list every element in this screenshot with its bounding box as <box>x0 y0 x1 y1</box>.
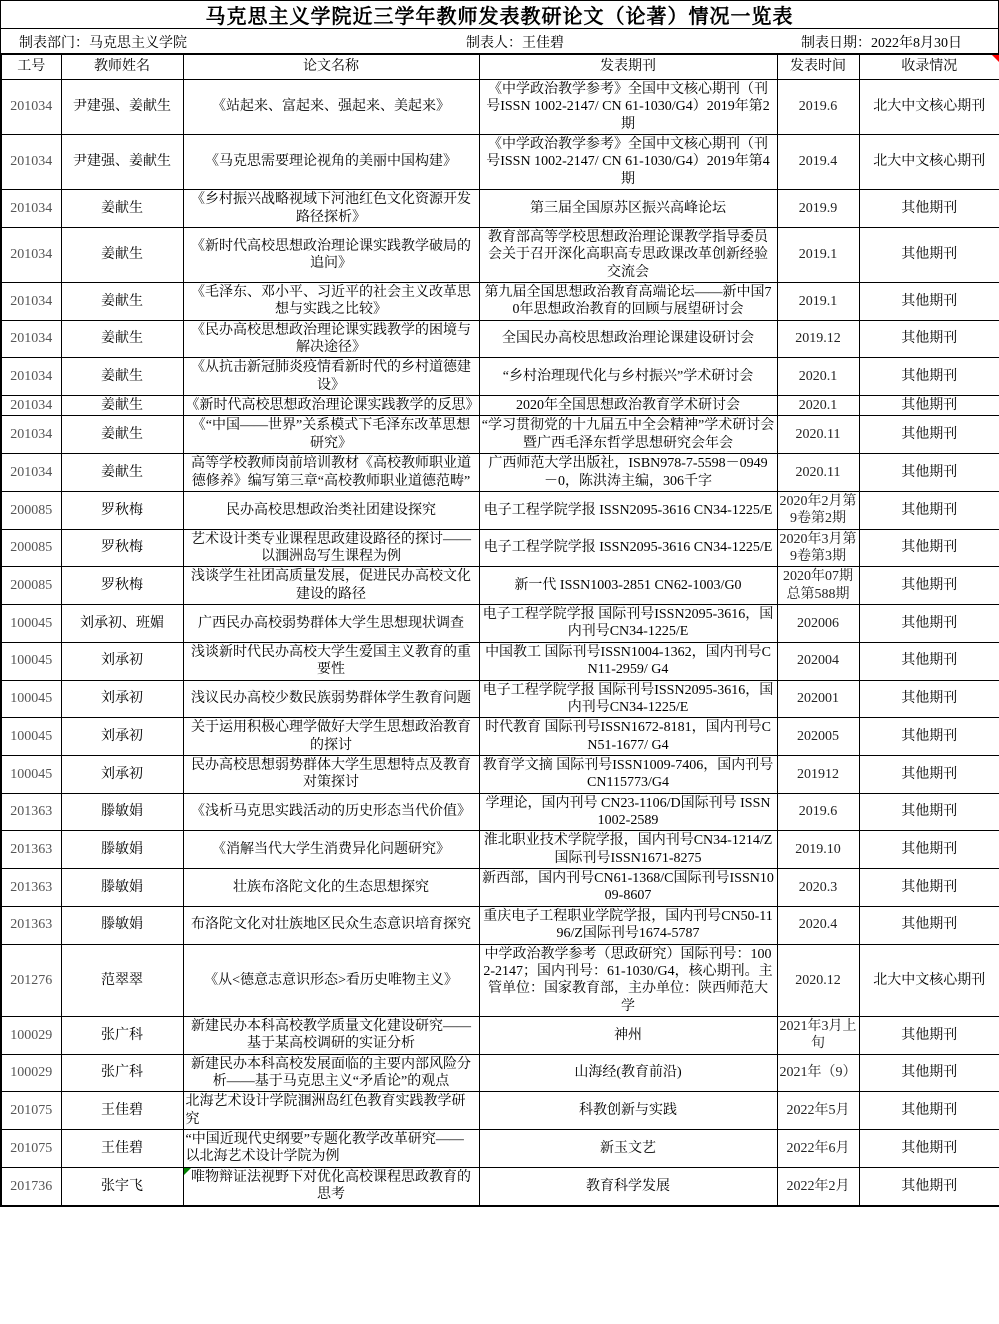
publish-date-cell: 2020年3月第9卷第3期 <box>777 529 859 567</box>
employee-id-cell: 201363 <box>1 793 61 831</box>
teacher-name-cell: 尹建强、姜献生 <box>61 135 183 190</box>
teacher-name-cell: 姜献生 <box>61 320 183 358</box>
index-status-cell: 其他期刊 <box>859 529 999 567</box>
table-row <box>1 831 999 869</box>
index-status-cell: 其他期刊 <box>859 282 999 320</box>
employee-id-cell: 100045 <box>1 642 61 680</box>
publish-date-cell: 2019.12 <box>777 320 859 358</box>
teacher-name-cell: 罗秋梅 <box>61 529 183 567</box>
paper-title-cell: 高等学校教师岗前培训教材《高校教师职业道德修养》编写第三章“高校教师职业道德范畴” <box>183 454 479 492</box>
employee-id-cell: 201034 <box>1 320 61 358</box>
col-header-index-status <box>859 54 999 80</box>
journal-cell: 教育学文摘 国际刊号ISSN1009-7406，国内刊号CN115773/G4 <box>479 755 777 793</box>
publish-date-cell: 2019.10 <box>777 831 859 869</box>
index-status-cell: 其他期刊 <box>859 718 999 756</box>
paper-title-cell: 《浅析马克思实践活动的历史形态当代价值》 <box>183 793 479 831</box>
employee-id-cell: 201034 <box>1 396 61 416</box>
employee-id-cell: 200085 <box>1 567 61 605</box>
table-row <box>1 680 999 718</box>
journal-cell: 新西部，国内刊号CN61-1368/C国际刊号ISSN1009-8607 <box>479 869 777 907</box>
teacher-name-cell: 姜献生 <box>61 454 183 492</box>
employee-id-cell: 100045 <box>1 755 61 793</box>
journal-cell: 电子工程学院学报 ISSN2095-3616 CN34-1225/E <box>479 491 777 529</box>
paper-title-cell: 《“中国——世界”关系模式下毛泽东改革思想研究》 <box>183 416 479 454</box>
teacher-name-cell: 姜献生 <box>61 416 183 454</box>
index-status-cell: 其他期刊 <box>859 454 999 492</box>
employee-id-cell: 201034 <box>1 227 61 282</box>
employee-id-cell: 201363 <box>1 906 61 944</box>
table-row <box>1 1130 999 1168</box>
table-row <box>1 906 999 944</box>
table-header-row <box>1 54 999 80</box>
publish-date-cell: 2022年5月 <box>777 1092 859 1130</box>
employee-id-cell: 201034 <box>1 282 61 320</box>
index-status-cell: 其他期刊 <box>859 1167 999 1205</box>
paper-title-cell: 《民办高校思想政治理论课实践教学的困境与解决途径》 <box>183 320 479 358</box>
publish-date-cell: 2020年07期总第588期 <box>777 567 859 605</box>
teacher-name-cell: 尹建强、姜献生 <box>61 80 183 135</box>
teacher-name-cell: 姜献生 <box>61 396 183 416</box>
teacher-name-cell: 王佳碧 <box>61 1130 183 1168</box>
employee-id-cell: 201034 <box>1 80 61 135</box>
table-row <box>1 190 999 228</box>
teacher-name-cell: 滕敏娟 <box>61 869 183 907</box>
paper-title-cell: 《站起来、富起来、强起来、美起来》 <box>183 80 479 135</box>
teacher-name-cell: 张宇飞 <box>61 1167 183 1205</box>
publish-date-cell: 2022年2月 <box>777 1167 859 1205</box>
journal-cell: 中学政治教学参考（思政研究）国际刊号：1002-2147；国内刊号：61-1030/G4，核心期刊。主管单位：国家教育部，主办单位：陕西师范大学 <box>479 944 777 1016</box>
index-status-cell: 其他期刊 <box>859 869 999 907</box>
employee-id-cell: 201034 <box>1 454 61 492</box>
journal-cell: 教育科学发展 <box>479 1167 777 1205</box>
employee-id-cell: 201363 <box>1 869 61 907</box>
journal-cell: 电子工程学院学报 国际刊号ISSN2095-3616，国内刊号CN34-1225/E <box>479 680 777 718</box>
paper-title-cell: 浅谈学生社团高质量发展，促进民办高校文化建设的路径 <box>183 567 479 605</box>
paper-title-cell: 浅议民办高校少数民族弱势群体学生教育问题 <box>183 680 479 718</box>
paper-title-cell: 《从抗击新冠肺炎疫情看新时代的乡村道德建设》 <box>183 358 479 396</box>
journal-cell: 淮北职业技术学院学报，国内刊号CN34-1214/Z国际刊号ISSN1671-8275 <box>479 831 777 869</box>
table-row <box>1 1054 999 1092</box>
index-status-cell: 其他期刊 <box>859 1016 999 1054</box>
journal-cell: 广西师范大学出版社，ISBN978-7-5598－0949－0，陈洪涛主编，306千字 <box>479 454 777 492</box>
employee-id-cell: 201075 <box>1 1092 61 1130</box>
table-body <box>1 80 999 1206</box>
publish-date-cell: 202005 <box>777 718 859 756</box>
index-status-cell: 其他期刊 <box>859 396 999 416</box>
table-row <box>1 135 999 190</box>
publish-date-cell: 2020.1 <box>777 396 859 416</box>
index-status-cell: 其他期刊 <box>859 906 999 944</box>
teacher-name-cell: 张广科 <box>61 1016 183 1054</box>
index-status-cell: 其他期刊 <box>859 831 999 869</box>
journal-cell: 电子工程学院学报 国际刊号ISSN2095-3616，国内刊号CN34-1225/E <box>479 605 777 643</box>
publish-date-cell: 2019.1 <box>777 227 859 282</box>
teacher-name-cell: 刘承初、班媚 <box>61 605 183 643</box>
paper-title-cell: 《从<德意志意识形态>看历史唯物主义》 <box>183 944 479 1016</box>
publish-date-cell: 2020.11 <box>777 416 859 454</box>
table-row <box>1 718 999 756</box>
table-row <box>1 358 999 396</box>
paper-title-cell: 《毛泽东、邓小平、习近平的社会主义改革思想与实践之比较》 <box>183 282 479 320</box>
index-status-cell: 其他期刊 <box>859 190 999 228</box>
col-header-index-status-label: 收录情况 <box>901 59 958 75</box>
paper-title-cell: 唯物辩证法视野下对优化高校课程思政教育的思考 <box>183 1167 479 1205</box>
journal-cell: “乡村治理现代化与乡村振兴”学术研讨会 <box>479 358 777 396</box>
publish-date-cell: 2021年3月上旬 <box>777 1016 859 1054</box>
employee-id-cell: 201276 <box>1 944 61 1016</box>
col-header-publish-date: 发表时间 <box>777 54 859 80</box>
teacher-name-cell: 姜献生 <box>61 282 183 320</box>
table-row <box>1 416 999 454</box>
publish-date-cell: 2020.12 <box>777 944 859 1016</box>
journal-cell: 全国民办高校思想政治理论课建设研讨会 <box>479 320 777 358</box>
table-row <box>1 944 999 1016</box>
publish-date-cell: 2020.4 <box>777 906 859 944</box>
teacher-name-cell: 张广科 <box>61 1054 183 1092</box>
index-status-cell: 其他期刊 <box>859 320 999 358</box>
meta-department: 制表部门：马克思主义学院 <box>19 36 187 51</box>
paper-title-cell: “中国近现代史纲要”专题化教学改革研究——以北海艺术设计学院为例 <box>183 1130 479 1168</box>
paper-title-cell: 广西民办高校弱势群体大学生思想现状调查 <box>183 605 479 643</box>
teacher-name-cell: 王佳碧 <box>61 1092 183 1130</box>
paper-title-cell: 民办高校思想政治类社团建设探究 <box>183 491 479 529</box>
col-header-journal: 发表期刊 <box>479 54 777 80</box>
table-row <box>1 529 999 567</box>
publish-date-cell: 2019.1 <box>777 282 859 320</box>
employee-id-cell: 200085 <box>1 529 61 567</box>
teacher-name-cell: 刘承初 <box>61 680 183 718</box>
paper-title-cell: 布洛陀文化对壮族地区民众生态意识培育探究 <box>183 906 479 944</box>
paper-title-cell: 新建民办本科高校发展面临的主要内部风险分析——基于马克思主义“矛盾论”的观点 <box>183 1054 479 1092</box>
index-status-cell: 其他期刊 <box>859 680 999 718</box>
teacher-name-cell: 罗秋梅 <box>61 491 183 529</box>
table-row <box>1 80 999 135</box>
employee-id-cell: 201363 <box>1 831 61 869</box>
index-status-cell: 其他期刊 <box>859 793 999 831</box>
teacher-name-cell: 刘承初 <box>61 642 183 680</box>
publish-date-cell: 2019.9 <box>777 190 859 228</box>
publish-date-cell: 2020年2月第9卷第2期 <box>777 491 859 529</box>
journal-cell: 2020年全国思想政治教育学术研讨会 <box>479 396 777 416</box>
index-status-cell: 其他期刊 <box>859 1130 999 1168</box>
journal-cell: 第三届全国原苏区振兴高峰论坛 <box>479 190 777 228</box>
journal-cell: 第九届全国思想政治教育高端论坛——新中国70年思想政治教育的回顾与展望研讨会 <box>479 282 777 320</box>
paper-title-cell: 《乡村振兴战略视域下河池红色文化资源开发路径探析》 <box>183 190 479 228</box>
teacher-name-cell: 罗秋梅 <box>61 567 183 605</box>
teacher-name-cell: 滕敏娟 <box>61 831 183 869</box>
paper-title-cell: 艺术设计类专业课程思政建设路径的探讨——以涠洲岛写生课程为例 <box>183 529 479 567</box>
table-row <box>1 282 999 320</box>
index-status-cell: 其他期刊 <box>859 755 999 793</box>
index-status-cell: 其他期刊 <box>859 1092 999 1130</box>
employee-id-cell: 100045 <box>1 680 61 718</box>
col-header-paper-title: 论文名称 <box>183 54 479 80</box>
publish-date-cell: 2020.3 <box>777 869 859 907</box>
teacher-name-cell: 刘承初 <box>61 755 183 793</box>
journal-cell: 学理论，国内刊号 CN23-1106/D国际刊号 ISSN 1002-2589 <box>479 793 777 831</box>
comment-indicator-icon <box>992 55 999 62</box>
publish-date-cell: 202001 <box>777 680 859 718</box>
index-status-cell: 北大中文核心期刊 <box>859 80 999 135</box>
employee-id-cell: 200085 <box>1 491 61 529</box>
journal-cell: 重庆电子工程职业学院学报，国内刊号CN50-1196/Z国际刊号1674-5787 <box>479 906 777 944</box>
employee-id-cell: 201034 <box>1 358 61 396</box>
teacher-name-cell: 滕敏娟 <box>61 906 183 944</box>
table-row <box>1 755 999 793</box>
paper-title-cell: 《消解当代大学生消费异化问题研究》 <box>183 831 479 869</box>
table-row <box>1 869 999 907</box>
col-header-teacher-name: 教师姓名 <box>61 54 183 80</box>
table-row <box>1 227 999 282</box>
table-row <box>1 491 999 529</box>
journal-cell: 中国教工 国际刊号ISSN1004-1362，国内刊号CN11-2959/ G4 <box>479 642 777 680</box>
employee-id-cell: 100029 <box>1 1054 61 1092</box>
teacher-name-cell: 滕敏娟 <box>61 793 183 831</box>
paper-title-cell: 《新时代高校思想政治理论课实践教学破局的追问》 <box>183 227 479 282</box>
table-row <box>1 1092 999 1130</box>
publish-date-cell: 2022年6月 <box>777 1130 859 1168</box>
publish-date-cell: 2020.1 <box>777 358 859 396</box>
paper-title-cell: 新建民办本科高校教学质量文化建设研究——基于某高校调研的实证分析 <box>183 1016 479 1054</box>
index-status-cell: 其他期刊 <box>859 605 999 643</box>
employee-id-cell: 201736 <box>1 1167 61 1205</box>
journal-cell: 科教创新与实践 <box>479 1092 777 1130</box>
index-status-cell: 其他期刊 <box>859 358 999 396</box>
meta-date: 制表日期：2022年8月30日 <box>801 36 962 51</box>
journal-cell: 《中学政治教学参考》全国中文核心期刊（刊号ISSN 1002-2147/ CN 61-1030/G4）2019年第4期 <box>479 135 777 190</box>
publish-date-cell: 2021年（9） <box>777 1054 859 1092</box>
index-status-cell: 北大中文核心期刊 <box>859 135 999 190</box>
page-title: 马克思主义学院近三学年教师发表教研论文（论著）情况一览表 <box>0 0 999 28</box>
paper-title-cell: 壮族布洛陀文化的生态思想探究 <box>183 869 479 907</box>
table-row <box>1 1167 999 1205</box>
meta-preparer: 制表人：王佳碧 <box>466 36 564 51</box>
publish-date-cell: 2020.11 <box>777 454 859 492</box>
index-status-cell: 其他期刊 <box>859 567 999 605</box>
index-status-cell: 其他期刊 <box>859 1054 999 1092</box>
paper-title-cell: 关于运用积极心理学做好大学生思想政治教育的探讨 <box>183 718 479 756</box>
table-row <box>1 567 999 605</box>
col-header-employee-id: 工号 <box>1 54 61 80</box>
journal-cell: 神州 <box>479 1016 777 1054</box>
index-status-cell: 其他期刊 <box>859 491 999 529</box>
journal-cell: 时代教育 国际刊号ISSN1672-8181，国内刊号CN51-1677/ G4 <box>479 718 777 756</box>
publish-date-cell: 2019.4 <box>777 135 859 190</box>
paper-title-cell: 民办高校思想弱势群体大学生思想特点及教育对策探讨 <box>183 755 479 793</box>
journal-cell: “学习贯彻党的十九届五中全会精神”学术研讨会暨广西毛泽东哲学思想研究会年会 <box>479 416 777 454</box>
table-row <box>1 1016 999 1054</box>
index-status-cell: 其他期刊 <box>859 416 999 454</box>
table-row <box>1 793 999 831</box>
teacher-name-cell: 姜献生 <box>61 227 183 282</box>
error-indicator-icon <box>184 1168 191 1175</box>
table-row <box>1 320 999 358</box>
teacher-name-cell: 刘承初 <box>61 718 183 756</box>
employee-id-cell: 201034 <box>1 135 61 190</box>
teacher-name-cell: 姜献生 <box>61 358 183 396</box>
paper-title-cell: 浅谈新时代民办高校大学生爱国主义教育的重要性 <box>183 642 479 680</box>
journal-cell: 新玉文艺 <box>479 1130 777 1168</box>
publish-date-cell: 2019.6 <box>777 793 859 831</box>
teacher-name-cell: 姜献生 <box>61 190 183 228</box>
index-status-cell: 其他期刊 <box>859 227 999 282</box>
papers-table <box>0 53 999 1207</box>
paper-title-cell: 《新时代高校思想政治理论课实践教学的反思》 <box>183 396 479 416</box>
employee-id-cell: 100045 <box>1 718 61 756</box>
paper-title-cell: 《马克思需要理论视角的美丽中国构建》 <box>183 135 479 190</box>
employee-id-cell: 201075 <box>1 1130 61 1168</box>
publish-date-cell: 202004 <box>777 642 859 680</box>
table-row <box>1 605 999 643</box>
employee-id-cell: 100029 <box>1 1016 61 1054</box>
employee-id-cell: 100045 <box>1 605 61 643</box>
journal-cell: 新一代 ISSN1003-2851 CN62-1003/G0 <box>479 567 777 605</box>
employee-id-cell: 201034 <box>1 416 61 454</box>
publish-date-cell: 2019.6 <box>777 80 859 135</box>
publish-date-cell: 201912 <box>777 755 859 793</box>
journal-cell: 山海经(教育前沿) <box>479 1054 777 1092</box>
paper-title-cell: 北海艺术设计学院涠洲岛红色教育实践教学研究 <box>183 1092 479 1130</box>
journal-cell: 电子工程学院学报 ISSN2095-3616 CN34-1225/E <box>479 529 777 567</box>
index-status-cell: 其他期刊 <box>859 642 999 680</box>
employee-id-cell: 201034 <box>1 190 61 228</box>
table-row <box>1 454 999 492</box>
journal-cell: 教育部高等学校思想政治理论课教学指导委员会关于召开深化高职高专思政课改革创新经验交流会 <box>479 227 777 282</box>
publish-date-cell: 202006 <box>777 605 859 643</box>
table-row <box>1 396 999 416</box>
index-status-cell: 北大中文核心期刊 <box>859 944 999 1016</box>
journal-cell: 《中学政治教学参考》全国中文核心期刊（刊号ISSN 1002-2147/ CN 61-1030/G4）2019年第2期 <box>479 80 777 135</box>
teacher-name-cell: 范翠翠 <box>61 944 183 1016</box>
table-row <box>1 642 999 680</box>
table-meta-row <box>0 28 999 53</box>
